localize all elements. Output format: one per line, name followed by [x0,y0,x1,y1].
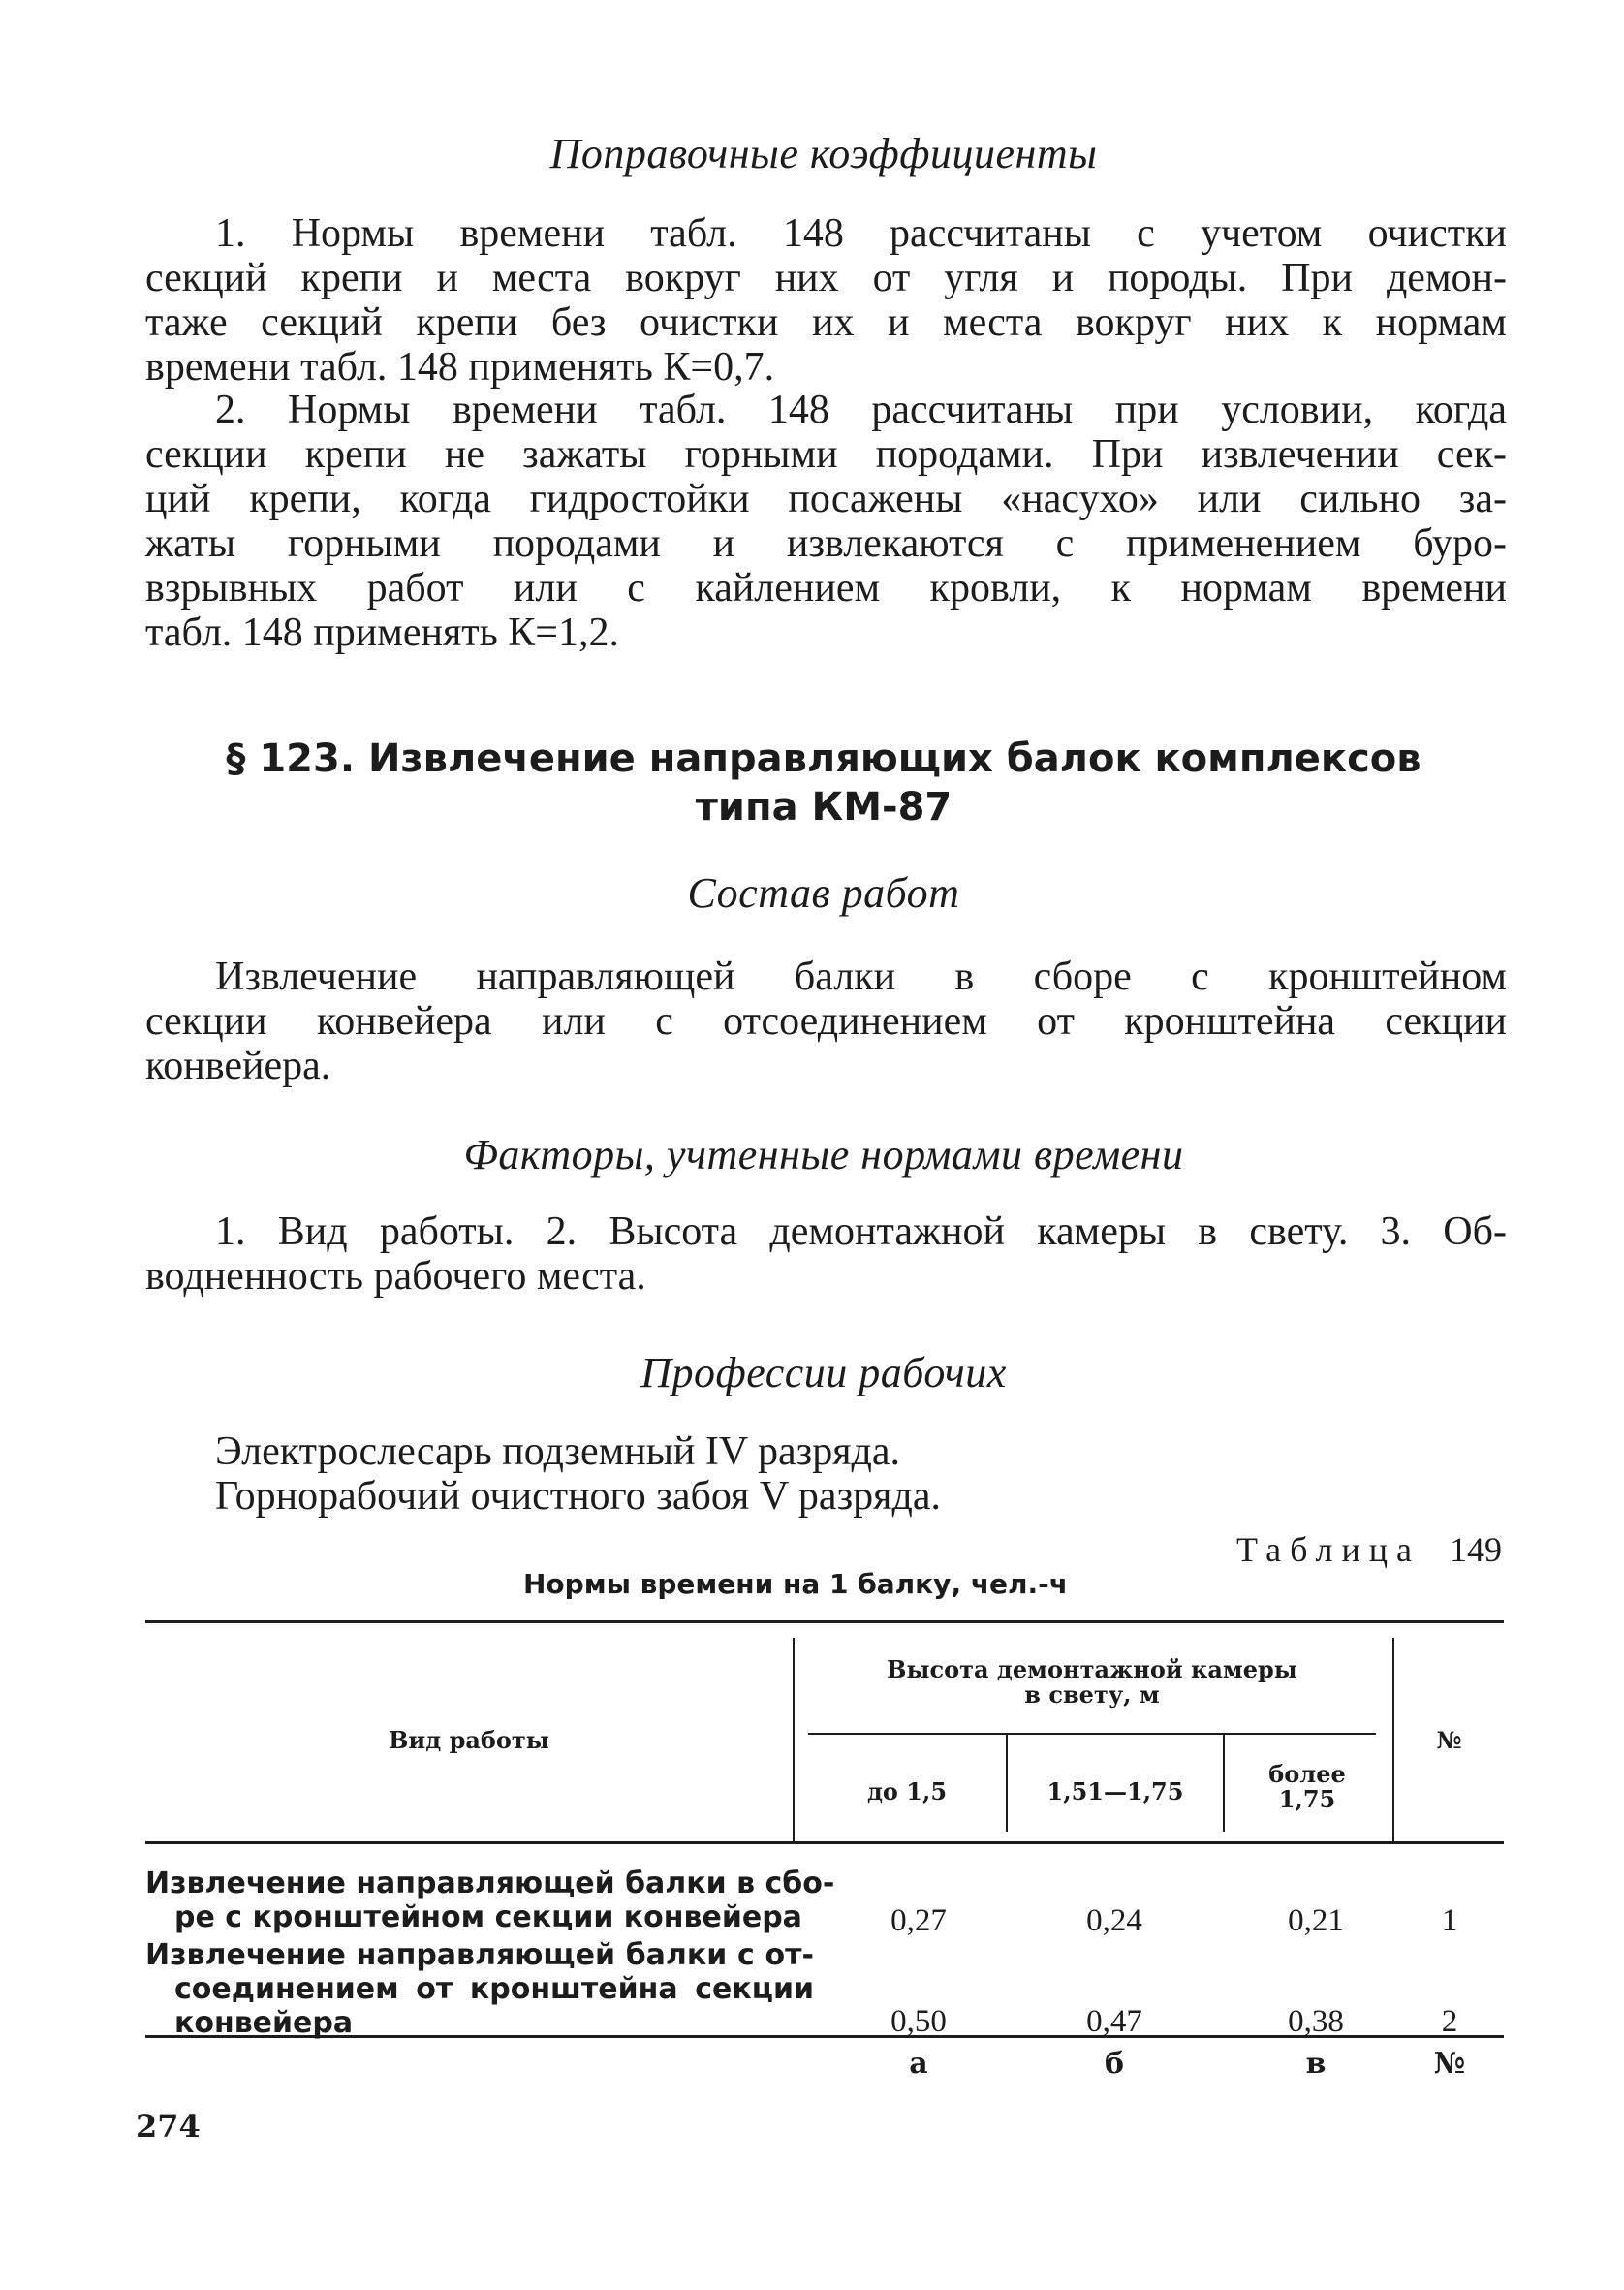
column-letter-c: в [1305,2047,1327,2081]
paragraph-line: таже секций крепи без очистки их и места вокруг них к нормам [145,300,1507,345]
row-text-line: соединением от кронштейна секции [174,1972,814,2006]
table-row-2-b: 0,47 [1086,2004,1142,2039]
row-text-line: Извлечение направляющей балки с от- [145,1938,814,1972]
paragraph-line: Извлечение направляющей балки в сборе с кронштейном [215,955,1507,999]
paragraph-line: конвейера. [145,1044,331,1088]
header-work-type: Вид работы [389,1726,549,1754]
paragraph-line: водненность рабочего места. [145,1254,646,1299]
table-row-2-text [145,1938,814,2040]
header-col-b: 1,51—1,75 [1046,1777,1184,1805]
factors-title: Факторы, учтенные нормами времени [463,1131,1184,1178]
header-col-c-line-1: более [1268,1760,1346,1788]
table-header-divider [808,1733,1376,1735]
header-col-c-line-2: 1,75 [1278,1785,1336,1813]
paragraph-line: времени табл. 148 применять К=0,7. [145,345,775,390]
paragraph-line: взрывных работ или с кайлением кровли, к нормам времени [145,566,1507,611]
column-letter-num: № [1433,2047,1466,2081]
paragraph-line: 1. Вид работы. 2. Высота демонтажной камеры в свету. 3. Об- [215,1209,1507,1254]
paragraph-line: секции крепи не зажаты горными породами. При извлечении сек- [145,432,1507,477]
paragraph-line: секций крепи и места вокруг них от угля и породы. При демон- [145,256,1507,300]
row-text-line: ре с кронштейном секции конвейера [174,1900,802,1934]
correction-paragraph-2 [145,388,1507,655]
composition-title: Состав работ [687,869,960,917]
paragraph-line: 1. Нормы времени табл. 148 рассчитаны с учетом очистки [215,211,1507,256]
table-row-1-a: 0,27 [890,1903,947,1938]
profession-item: Горнорабочий очистного забоя V разряда. [215,1474,941,1519]
table-row-2-num: 2 [1441,2004,1458,2039]
header-height-group [808,1657,1376,1708]
table-label [1236,1529,1502,1570]
profession-item: Электрослесарь подземный IV разряда. [215,1429,901,1474]
section-title [145,735,1502,831]
table-top-rule [145,1620,1504,1623]
paragraph-line: жаты горными породами и извлекаются с применением буро- [145,521,1507,566]
row-text-line: Извлечение направляющей балки в сбо- [145,1867,835,1900]
table-label-text: Таблица [1236,1530,1421,1569]
correction-paragraph-1 [145,211,1507,390]
correction-title: Поправочные коэффициенты [549,130,1098,177]
header-height-line-2: в свету, м [1024,1680,1160,1709]
paragraph-line: ций крепи, когда гидростойки посажены «насухо» или сильно за- [145,477,1507,521]
header-col-c [1225,1762,1390,1812]
table-row-1-num: 1 [1441,1903,1458,1938]
column-letter-a: а [909,2047,928,2081]
paragraph-line: секции конвейера или с отсоединением от кронштейна секции [145,999,1507,1044]
table-caption: Нормы времени на 1 балку, чел.-ч [523,1568,1069,1600]
professions-title: Профессии рабочих [640,1349,1007,1396]
column-letter-b: б [1104,2047,1124,2081]
table-row-1-c: 0,21 [1288,1903,1344,1938]
section-title-line-1: § 123. Извлечение направляющих балок комплексов [226,737,1421,781]
header-num: № [1436,1726,1462,1754]
table-header-bottom-rule [145,1841,1504,1844]
composition-paragraph [145,955,1507,1088]
paragraph-line: табл. 148 применять К=1,2. [145,611,619,655]
paragraph-line: 2. Нормы времени табл. 148 рассчитаны при условии, когда [215,388,1507,432]
page-number: 274 [136,2108,201,2145]
table-number: 149 [1450,1530,1502,1569]
header-height-line-1: Высота демонтажной камеры [887,1655,1297,1683]
table-row-1-b: 0,24 [1086,1903,1142,1938]
table-vertical-rule [793,1638,795,1841]
table-row-1-text [145,1867,835,1934]
factors-paragraph [145,1209,1507,1299]
table-row-2-a: 0,50 [890,2004,947,2039]
section-title-line-2: типа КМ-87 [695,785,953,830]
header-col-a: до 1,5 [866,1777,948,1805]
row-text-line: конвейера [174,2006,354,2040]
table-row-2-c: 0,38 [1288,2004,1344,2039]
